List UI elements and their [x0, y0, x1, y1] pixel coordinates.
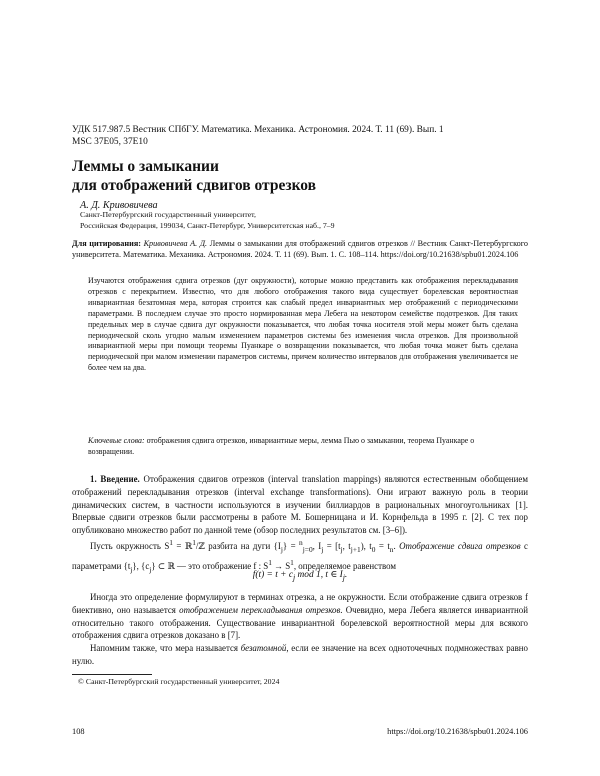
intro-paragraph-1: 1. Введение. Отображения сдвигов отрезков (interval translation mappings) являются естественным обобщением отображений перекладывания отрезков (interval exchange transformations). Они играют важную роль в теории динамических систем, в частности используются в изучении биллиардов в рациональных многоугольниках [1]. Впервые сдвиги отрезков были рассмотрены в работе М. Бошерницана и И. Корнфельда в 1995 г. [2]. С тех пор опубликовано множество работ по данной теме (обзор последних результатов см. [3–6]). — [72, 474, 528, 536]
intro-continued — [72, 591, 528, 668]
section-heading: 1. Введение. — [90, 474, 140, 484]
copyright-notice: © Санкт-Петербургский государственный университет, 2024 — [78, 677, 280, 686]
affiliation-line-1: Санкт-Петербургский государственный университет, — [80, 210, 256, 219]
citation-text: Леммы о замыкании для отображений сдвигов отрезков // Вестник Санкт-Петербургского университета. Математика. Механика. Астрономия. 2024. Т. 11 (69). Вып. 1. С. 108–114. https://doi.org/10.21638/spbu01.2024.106 — [72, 239, 528, 260]
title-line-1: Леммы о замыкании — [72, 158, 219, 175]
author-name: А. Д. Кривовичева — [80, 200, 158, 211]
citation-block — [72, 238, 528, 260]
intro-section — [72, 473, 528, 576]
intro-paragraph-4: Напомним также, что мера называется безатомной, если ее значение на всех одноточечных подмножествах равно нулю. — [72, 643, 528, 666]
doi-link[interactable]: https://doi.org/10.21638/spbu01.2024.106 — [387, 727, 528, 736]
keywords — [88, 436, 518, 458]
abstract: Изучаются отображения сдвига отрезков (дуг окружности), которые можно представить как отображения перекладывания отрезков с перекрытием. Известно, что для любого отображения такого вида существует борелевская вероятностная инвариантная безатомная мера, которая строится как слабый предел инвариантных мер отображений с периодическими параметрами. В последнем случае это просто нормированная мера Лебега на некотором семействе подотрезков. Для таких предельных мер в случае сдвига дуг окружности показывается, что любая точка носителя этой меры может быть сделана периодической сколь угодно малым изменением параметров системы без изменения числа отрезков. Для произвольной инвариантной меры при помощи теоремы Пуанкаре о возвращении показывается, что любая точка может быть сделана периодической при малом изменении параметров системы, причем количество интервалов для отображения увеличивается не более чем на два. — [88, 276, 518, 373]
citation-authors: Кривовичева А. Д. — [143, 239, 208, 248]
udc-header: УДК 517.987.5 Вестник СПбГУ. Математика. Механика. Астрономия. 2024. Т. 11 (69). Вып. 1 — [72, 125, 444, 135]
intro-paragraph-2: Пусть окружность $S^1$ = ℝ$^1$/ℤ разбита на дуги $\{I_j\} = ^n_{j=0}$, $I_j = [t_j$, $t_{j+1}$), $t_0 = t_n$. Отображение сдвига отрезков с параметрами $\{t_j\}$, $\{c_j\}$ ⊂ ℝ — это отображение f : $S^1 \to S^1$, определяемое равенством — [72, 537, 528, 574]
citation-label: Для цитирования: — [72, 239, 141, 248]
title-line-2: для отображений сдвигов отрезков — [72, 177, 317, 194]
affiliation — [80, 209, 520, 231]
intro-paragraph-3: Иногда это определение формулируют в терминах отрезка, а не окружности. Если отображение сдвига отрезков f биективно, оно называется отображением перекладывания отрезков. Очевидно, мера Лебега является инвариантной относительно такого отображения. Существование инвариантной борелевской вероятностной меры для всякого отображения сдвига отрезков доказано в [7]. — [72, 592, 528, 641]
affiliation-line-2: Российская Федерация, 199034, Санкт-Петербург, Университетская наб., 7–9 — [80, 221, 335, 230]
keywords-text: отображения сдвига отрезков, инвариантные меры, лемма Пью о замыкании, теорема Пуанкаре о возвращении. — [88, 436, 475, 456]
footnote-divider — [72, 674, 152, 675]
page-number: 108 — [72, 727, 85, 736]
msc-header: MSC 37E05, 37E10 — [72, 137, 148, 147]
article-title — [72, 157, 472, 195]
keywords-label: Ключевые слова: — [88, 436, 145, 445]
formula-definition: $f(t) = t + c_j$ mod 1, t ∈ $I_j$. — [252, 570, 348, 582]
